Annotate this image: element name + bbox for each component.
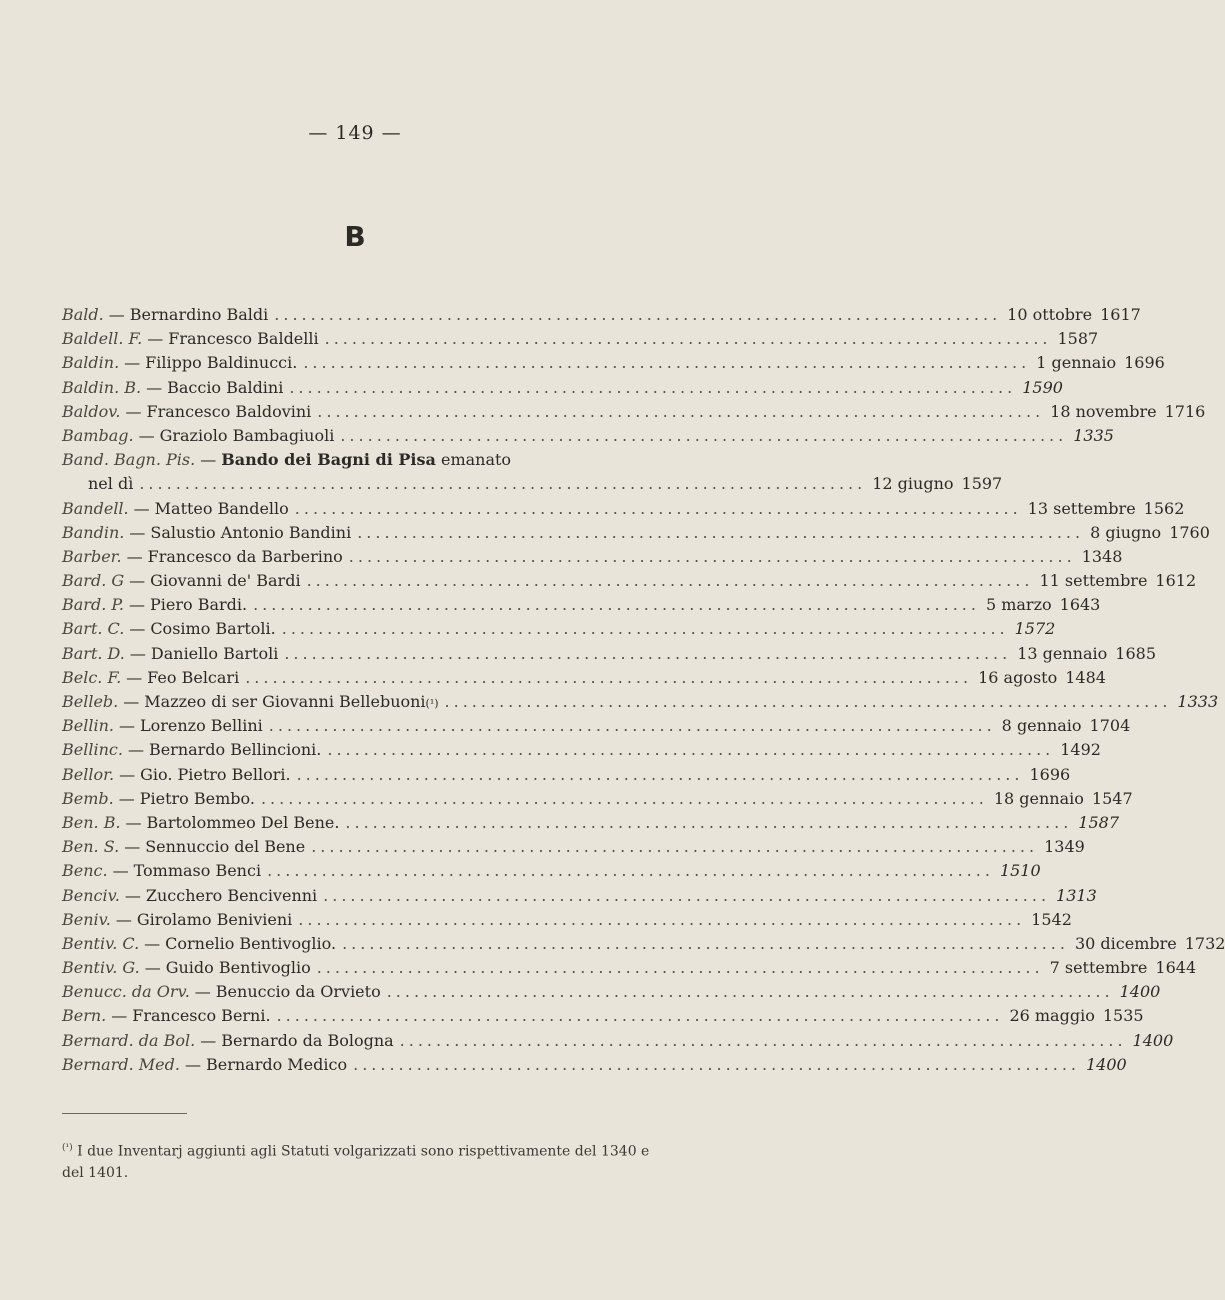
- date: 8 giugno: [1090, 522, 1162, 542]
- year: 1716: [1164, 401, 1206, 421]
- list-item: [62, 1006, 1144, 1030]
- abbreviation: Bard. G: [62, 571, 125, 591]
- dash-separator: —: [146, 377, 163, 397]
- dash-separator: —: [147, 329, 164, 349]
- year: 1547: [1091, 788, 1133, 808]
- abbreviation: Benc.: [62, 861, 108, 881]
- year: 1587: [1057, 329, 1099, 349]
- abbreviation: Bandin.: [62, 522, 125, 542]
- dot-leader: ................................................................................: [303, 353, 1031, 373]
- dot-leader: ................................................................................: [296, 764, 1024, 784]
- list-item: [62, 764, 1071, 789]
- footnote-reference: (¹): [425, 697, 439, 710]
- abbreviation: Baldell. F.: [62, 329, 143, 349]
- abbreviation: Belc. F.: [62, 667, 122, 687]
- year: 1562: [1143, 498, 1185, 518]
- name-suffix: emanato: [440, 450, 512, 470]
- abbreviation: Beniv.: [62, 909, 111, 929]
- author-name: Filippo Baldinucci.: [145, 353, 298, 373]
- date: 7 settembre: [1049, 958, 1148, 978]
- dot-leader: ................................................................................: [399, 1030, 1127, 1050]
- date: 5 marzo: [985, 595, 1052, 615]
- year: 1349: [1044, 837, 1085, 857]
- date: 16 agosto: [978, 667, 1058, 687]
- year: 1597: [961, 474, 1003, 494]
- list-item: [62, 716, 1131, 740]
- year: 1400: [1132, 1030, 1174, 1050]
- abbreviation: Bald.: [62, 305, 104, 324]
- dash-separator: —: [200, 1030, 217, 1050]
- dash-separator: —: [124, 353, 141, 373]
- list-item: [62, 885, 1097, 910]
- abbreviation: Bellinc.: [62, 740, 123, 760]
- year: 1732: [1184, 933, 1225, 953]
- abbreviation: Bard. P.: [62, 595, 124, 615]
- dot-leader: ................................................................................: [281, 619, 1009, 639]
- author-name: Baccio Baldini: [167, 377, 284, 397]
- dash-separator: —: [129, 571, 146, 591]
- author-name: Cosimo Bartoli.: [150, 619, 276, 639]
- author-name: Tommaso Benci: [133, 861, 262, 881]
- year: 1510: [999, 861, 1041, 881]
- author-name: Piero Bardi.: [149, 595, 248, 615]
- list-item: [62, 788, 1133, 813]
- year: 1696: [1029, 764, 1071, 784]
- abbreviation-list: [62, 305, 1225, 1079]
- date: 11 settembre: [1039, 571, 1148, 591]
- dot-leader: ................................................................................: [316, 958, 1044, 978]
- year: 1696: [1124, 353, 1165, 373]
- dot-leader: ................................................................................: [253, 595, 980, 615]
- dash-separator: —: [118, 716, 135, 736]
- author-name: Francesco Baldovini: [146, 401, 312, 421]
- dash-separator: —: [115, 909, 132, 929]
- list-item: [62, 474, 1003, 498]
- list-item: [62, 861, 1041, 885]
- abbreviation: Baldin. B.: [62, 377, 142, 397]
- year: 1400: [1119, 982, 1161, 1002]
- date: 18 novembre: [1050, 401, 1157, 421]
- abbreviation: Bentiv. G.: [62, 958, 140, 978]
- list-item: [62, 329, 1099, 353]
- dot-leader: ................................................................................: [298, 909, 1026, 929]
- author-name: Lorenzo Bellini: [139, 716, 263, 736]
- dash-separator: —: [126, 667, 143, 687]
- abbreviation: Bentiv. C.: [62, 933, 140, 953]
- list-item: [62, 619, 1056, 643]
- author-name: Matteo Bandello: [154, 498, 289, 518]
- year: 1590: [1022, 377, 1063, 397]
- date: 13 gennaio: [1017, 643, 1108, 663]
- dash-separator: —: [125, 401, 142, 421]
- dash-separator: —: [123, 692, 140, 711]
- author-name: Zucchero Bencivenni: [145, 885, 318, 905]
- abbreviation: Benciv.: [62, 885, 120, 905]
- year: 1612: [1155, 571, 1197, 591]
- list-item: [62, 837, 1085, 861]
- page-number: — 149 —: [308, 122, 402, 144]
- dash-separator: —: [128, 595, 145, 615]
- list-item: [62, 740, 1101, 764]
- date: 13 settembre: [1027, 498, 1136, 518]
- dot-leader: ................................................................................: [289, 377, 1017, 397]
- date: 18 gennaio: [993, 788, 1084, 808]
- dot-leader: ................................................................................: [317, 401, 1045, 421]
- dash-separator: —: [194, 982, 211, 1002]
- author-name: Bartolommeo Del Bene.: [146, 812, 340, 832]
- dot-leader: ................................................................................: [139, 474, 867, 494]
- abbreviation: Ben. B.: [62, 812, 121, 832]
- dash-separator: —: [138, 425, 155, 445]
- author-name: Graziolo Bambagiuoli: [159, 425, 335, 445]
- list-item: [62, 1030, 1174, 1055]
- year: 1535: [1102, 1006, 1144, 1026]
- dot-leader: ................................................................................: [353, 1054, 1080, 1074]
- year: 1617: [1100, 305, 1141, 324]
- dot-leader: ................................................................................: [386, 982, 1114, 1002]
- abbreviation: Band. Bagn. Pis.: [62, 450, 196, 470]
- abbreviation: Barber.: [62, 546, 122, 566]
- abbreviation: Bandell.: [62, 498, 129, 518]
- dash-separator: —: [144, 933, 161, 953]
- list-item: [62, 958, 1197, 982]
- year: 1492: [1060, 740, 1101, 760]
- dash-separator: —: [144, 958, 161, 978]
- dash-separator: —: [124, 837, 141, 857]
- footnote-text: I due Inventarj aggiunti agli Statuti volgarizzati sono rispettivamente del 1340 e del 1401.: [62, 1143, 650, 1181]
- abbreviation: Bern.: [62, 1006, 107, 1026]
- dot-leader: ................................................................................: [274, 305, 1002, 324]
- dot-leader: ................................................................................: [348, 546, 1076, 566]
- list-item: [62, 377, 1063, 402]
- author-name: Salustio Antonio Bandini: [150, 522, 352, 542]
- dash-separator: —: [129, 643, 146, 663]
- author-name: Giovanni de' Bardi: [150, 571, 301, 591]
- dot-leader: ................................................................................: [276, 1006, 1004, 1026]
- list-item: [62, 595, 1101, 619]
- list-item: [62, 933, 1225, 958]
- dot-leader: ................................................................................: [294, 498, 1022, 518]
- dot-leader: ................................................................................: [260, 788, 988, 808]
- author-name: Mazzeo di ser Giovanni Bellebuoni: [144, 692, 426, 711]
- footnote-divider: [62, 1113, 187, 1114]
- dot-leader: ................................................................................: [245, 667, 973, 687]
- year: 1704: [1089, 716, 1131, 736]
- year: 1685: [1115, 643, 1156, 663]
- date: 26 maggio: [1009, 1006, 1095, 1026]
- list-item: [62, 1054, 1127, 1079]
- dash-separator: —: [184, 1054, 201, 1074]
- author-name: Sennuccio del Bene: [145, 837, 306, 857]
- year: 1760: [1169, 522, 1210, 542]
- year: 1333: [1177, 692, 1219, 711]
- dot-leader: ................................................................................: [306, 571, 1034, 591]
- footnote-mark: (¹): [62, 1143, 73, 1153]
- abbreviation: Baldin.: [62, 353, 120, 373]
- list-item: [62, 498, 1185, 523]
- dot-leader: ................................................................................: [311, 837, 1039, 857]
- date: 10 ottobre: [1007, 305, 1093, 324]
- abbreviation: Bemb.: [62, 788, 114, 808]
- list-item: [62, 353, 1165, 377]
- list-item: [62, 450, 658, 474]
- dot-leader: ................................................................................: [324, 329, 1052, 349]
- abbreviation: Benucc. da Orv.: [62, 982, 190, 1002]
- year: 1313: [1056, 885, 1097, 905]
- dot-leader: ................................................................................: [342, 933, 1069, 953]
- list-item: [62, 692, 1219, 716]
- dash-separator: —: [127, 740, 144, 760]
- date: 30 dicembre: [1074, 933, 1177, 953]
- dash-separator: —: [118, 788, 135, 808]
- date: 8 gennaio: [1001, 716, 1082, 736]
- author-name: Guido Bentivoglio: [165, 958, 311, 978]
- list-item: [62, 812, 1120, 837]
- author-name: Cornelio Bentivoglio.: [165, 933, 337, 953]
- author-name: Bernardino Baldi: [129, 305, 269, 324]
- list-item: [62, 522, 1210, 547]
- list-item: [62, 571, 1197, 595]
- abbreviation: Baldov.: [62, 401, 121, 421]
- dash-separator: —: [119, 764, 136, 784]
- dot-leader: ................................................................................: [444, 692, 1172, 711]
- year: 1400: [1085, 1054, 1127, 1074]
- author-name: Bernardo Medico: [205, 1054, 348, 1074]
- year: 1348: [1081, 546, 1123, 566]
- year: 1643: [1059, 595, 1101, 615]
- author-name: Francesco Berni.: [132, 1006, 271, 1026]
- dash-separator: —: [124, 885, 141, 905]
- author-name: Feo Belcari: [147, 667, 240, 687]
- list-item: [62, 643, 1156, 668]
- author-name: Francesco da Barberino: [147, 546, 343, 566]
- dash-separator: —: [111, 1006, 128, 1026]
- dot-leader: ................................................................................: [267, 861, 994, 881]
- dot-leader: ................................................................................: [340, 425, 1068, 445]
- list-item: [62, 667, 1106, 692]
- dot-leader: ................................................................................: [357, 522, 1085, 542]
- abbreviation: Bambag.: [62, 425, 134, 445]
- dot-leader: ................................................................................: [323, 885, 1051, 905]
- dot-leader: ................................................................................: [345, 812, 1073, 832]
- dash-separator: —: [200, 450, 217, 470]
- abbreviation: Bernard. da Bol.: [62, 1030, 196, 1050]
- dot-leader: ................................................................................: [327, 740, 1055, 760]
- abbreviation: Ben. S.: [62, 837, 120, 857]
- year: 1542: [1031, 909, 1072, 929]
- year: 1335: [1073, 425, 1114, 445]
- dash-separator: —: [126, 546, 143, 566]
- dash-separator: —: [133, 498, 150, 518]
- footnote: [62, 1138, 662, 1184]
- abbreviation: Bellin.: [62, 716, 114, 736]
- list-item: [62, 546, 1123, 571]
- dash-separator: —: [108, 305, 125, 324]
- dot-leader: ................................................................................: [284, 643, 1012, 663]
- abbreviation: Bart. D.: [62, 643, 125, 663]
- abbreviation: Bart. C.: [62, 619, 125, 639]
- list-item: [62, 909, 1072, 934]
- year: 1587: [1078, 812, 1120, 832]
- author-name: Benuccio da Orvieto: [215, 982, 381, 1002]
- author-name: Daniello Bartoli: [150, 643, 279, 663]
- year: 1572: [1014, 619, 1056, 639]
- dash-separator: —: [129, 522, 146, 542]
- abbreviation: Bellor.: [62, 764, 115, 784]
- author-name: Bernardo Bellincioni.: [148, 740, 322, 760]
- dash-separator: —: [112, 861, 129, 881]
- date: 12 giugno: [872, 474, 954, 494]
- list-item: [62, 305, 1141, 329]
- list-item: [62, 401, 1206, 426]
- dot-leader: ................................................................................: [268, 716, 996, 736]
- author-name: Girolamo Benivieni: [136, 909, 293, 929]
- year: 1484: [1065, 667, 1106, 687]
- list-item: [62, 982, 1161, 1006]
- year: 1644: [1155, 958, 1197, 978]
- author-name: nel dì: [88, 474, 134, 494]
- author-name: Bernardo da Bologna: [221, 1030, 394, 1050]
- date: 1 gennaio: [1036, 353, 1117, 373]
- author-name: Francesco Baldelli: [168, 329, 319, 349]
- dash-separator: —: [125, 812, 142, 832]
- dash-separator: —: [129, 619, 146, 639]
- section-letter: B: [344, 220, 366, 253]
- abbreviation: Bernard. Med.: [62, 1054, 180, 1074]
- author-name: Gio. Pietro Bellori.: [140, 764, 291, 784]
- author-name: Pietro Bembo.: [139, 788, 255, 808]
- abbreviation: Belleb.: [62, 692, 119, 711]
- author-name: Bando dei Bagni di Pisa: [221, 450, 436, 470]
- list-item: [62, 425, 1114, 450]
